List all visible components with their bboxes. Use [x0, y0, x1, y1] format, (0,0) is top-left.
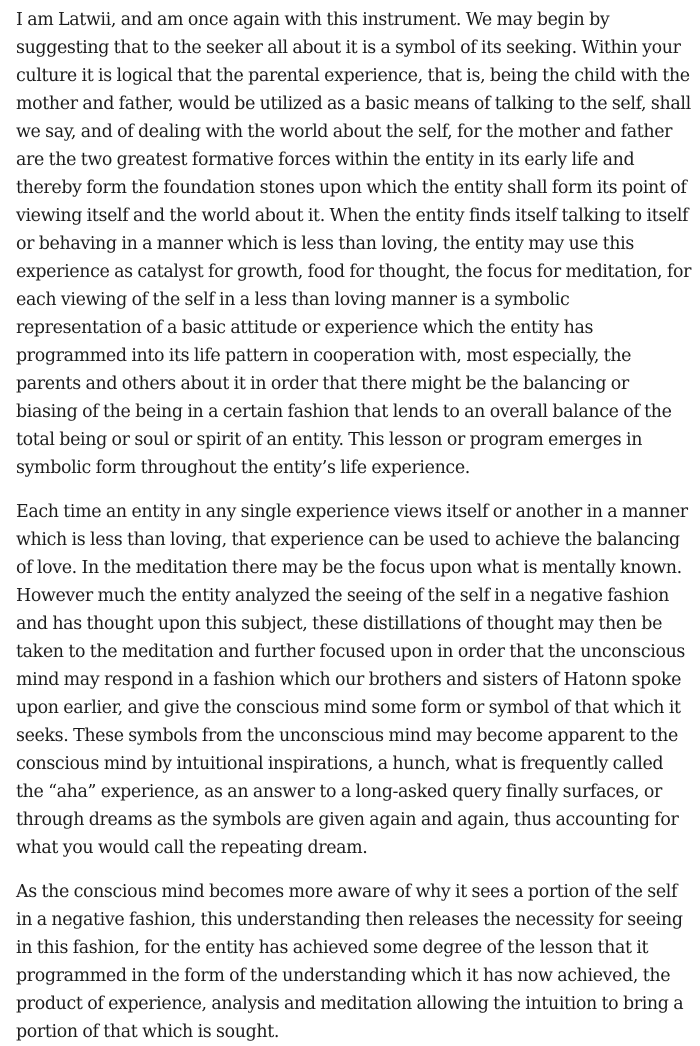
- paragraph-2: Each time an entity in any single experience views itself or another in a manner which is less than loving, that experience can be used to achieve the balancing of love. In the meditation there may be the focus upon what is mentally known. However much the entity analyzed the seeing of the self in a negative fashion and has thought upon this subject, these distillations of thought may then be taken to the meditation and further focused upon in order that the unconscious mind may respond in a fashion which our brothers and sisters of Hatonn spoke upon earlier, and give the conscious mind some form or symbol of that which it seeks. These symbols from the unconscious mind may become apparent to the conscious mind by intuitional inspirations, a hunch, what is frequently called the “aha” experience, as an answer to a long-asked query finally surfaces, or through dreams as the symbols are given again and again, thus accounting for what you would call the repeating dream.: [16, 502, 688, 858]
- paragraph-1: I am Latwii, and am once again with this instrument. We may begin by suggesting that to the seeker all about it is a symbol of its seeking. Within your culture it is logical that the parental experience, that is, being the child with the mother and father, would be utilized as a basic means of talking to the self, shall we say, and of dealing with the world about the self, for the mother and father are the two greatest formative forces within the entity in its early life and thereby form the foundation stones upon which the entity shall form its point of viewing itself and the world about it. When the entity finds itself talking to itself or behaving in a manner which is less than loving, the entity may use this experience as catalyst for growth, food for thought, the focus for meditation, for each viewing of the self in a less than loving manner is a symbolic representation of a basic attitude or experience which the entity has programmed into its life pattern in cooperation with, most especially, the parents and others about it in order that there might be the balancing or biasing of the being in a certain fashion that lends to an overall balance of the total being or soul or spirit of an entity. This lesson or program emerges in symbolic form throughout the entity’s life experience.: [16, 10, 692, 478]
- paragraph-3: As the conscious mind becomes more aware of why it sees a portion of the self in a negative fashion, this understanding then releases the necessity for seeing in this fashion, for the entity has achieved some degree of the lesson that it programmed in the form of the understanding which it has now achieved, the product of experience, analysis and meditation allowing the intuition to bring a portion of that which is sought.: [16, 882, 684, 1042]
